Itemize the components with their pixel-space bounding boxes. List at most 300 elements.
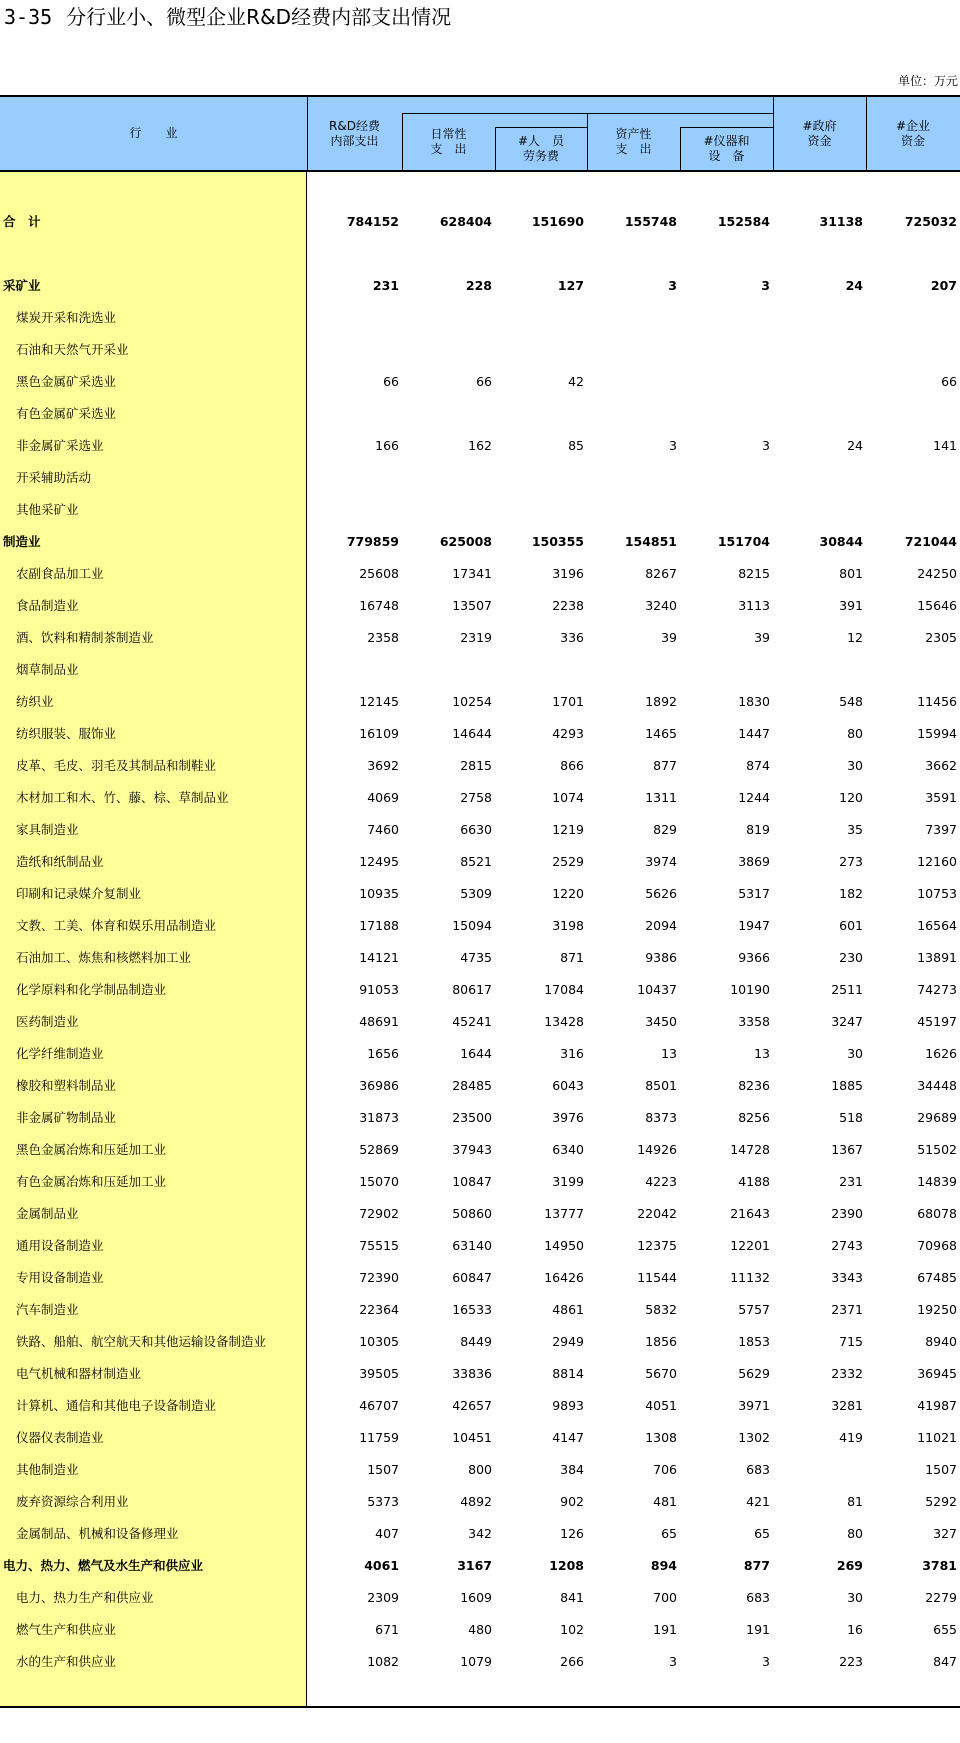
value-cell: 1244 [738,790,770,805]
value-cell: 16564 [917,918,957,933]
value-cell: 36945 [917,1366,957,1381]
table-row [0,590,960,622]
value-cell: 11456 [917,694,957,709]
value-cell: 48691 [359,1014,399,1029]
value-cell: 8501 [645,1078,677,1093]
value-cell: 273 [839,854,863,869]
value-cell: 5832 [645,1302,677,1317]
value-cell [680,398,770,430]
industry-name: 合 计 [3,214,41,229]
value-cell: 8940 [925,1334,957,1349]
industry-name: 烟草制品业 [16,662,79,677]
value-cell: 4892 [460,1494,492,1509]
value-cell: 13428 [544,1014,584,1029]
value-cell: 2743 [831,1238,863,1253]
value-cell: 866 [560,758,584,773]
value-cell: 39505 [359,1366,399,1381]
value-cell: 2305 [925,630,957,645]
value-cell: 13891 [917,950,957,965]
header-divider [307,97,308,170]
table-row [0,430,960,462]
value-cell: 1447 [738,726,770,741]
value-cell [402,494,492,526]
value-cell: 85 [568,438,584,453]
value-cell: 30 [847,758,863,773]
table-row [0,270,960,302]
value-cell [773,398,863,430]
value-cell: 31873 [359,1110,399,1125]
value-cell: 1465 [645,726,677,741]
table-row [0,622,960,654]
industry-name: 开采辅助活动 [16,470,92,485]
value-cell: 51502 [917,1142,957,1157]
value-cell: 42 [568,374,584,389]
industry-name: 水的生产和供应业 [16,1654,117,1669]
value-cell: 3662 [925,758,957,773]
value-cell: 3591 [925,790,957,805]
value-cell: 5670 [645,1366,677,1381]
value-cell [773,1454,863,1486]
value-cell: 1609 [460,1590,492,1605]
value-cell [867,398,957,430]
value-cell: 72902 [359,1206,399,1221]
value-cell: 41987 [917,1398,957,1413]
value-cell: 16 [847,1622,863,1637]
value-cell: 3281 [831,1398,863,1413]
value-cell: 683 [746,1590,770,1605]
value-cell: 13 [754,1046,770,1061]
value-cell: 671 [375,1622,399,1637]
value-cell: 2094 [645,918,677,933]
value-cell [494,462,584,494]
value-cell: 2309 [367,1590,399,1605]
value-cell: 841 [560,1590,584,1605]
industry-name: 煤炭开采和洗选业 [16,310,117,325]
value-cell: 37943 [452,1142,492,1157]
value-cell: 14728 [730,1142,770,1157]
value-cell: 28485 [452,1078,492,1093]
value-cell: 13 [661,1046,677,1061]
value-cell: 1885 [831,1078,863,1093]
value-cell: 601 [839,918,863,933]
value-cell: 871 [560,950,584,965]
industry-name: 专用设备制造业 [16,1270,104,1285]
value-cell: 3692 [367,758,399,773]
value-cell: 1082 [367,1654,399,1669]
value-cell [587,654,677,686]
value-cell: 625008 [439,534,492,549]
table-row [0,1070,960,1102]
value-cell: 8256 [738,1110,770,1125]
value-cell: 1947 [738,918,770,933]
value-cell: 5309 [460,886,492,901]
value-cell: 5292 [925,1494,957,1509]
value-cell: 819 [746,822,770,837]
value-cell: 481 [653,1494,677,1509]
industry-name: 黑色金属冶炼和压延加工业 [16,1142,167,1157]
value-cell: 1656 [367,1046,399,1061]
industry-name: 其他制造业 [16,1462,79,1477]
value-cell: 151704 [717,534,770,549]
value-cell: 1892 [645,694,677,709]
value-cell: 42657 [452,1398,492,1413]
industry-name: 石油和天然气开采业 [16,342,129,357]
value-cell: 3976 [552,1110,584,1125]
value-cell: 12160 [917,854,957,869]
header-divider [866,97,867,170]
value-cell: 30 [847,1590,863,1605]
industry-name: 农副食品加工业 [16,566,104,581]
value-cell: 3 [669,1654,677,1669]
value-cell [587,494,677,526]
table-row [0,1102,960,1134]
value-cell [494,334,584,366]
value-cell: 14926 [637,1142,677,1157]
value-cell: 1701 [552,694,584,709]
value-cell: 191 [746,1622,770,1637]
value-cell [867,462,957,494]
value-cell [494,654,584,686]
header-daily: 日常性 支 出 [430,126,467,156]
table-row [0,1518,960,1550]
value-cell: 421 [746,1494,770,1509]
value-cell: 231 [372,278,399,293]
value-cell: 155748 [624,214,677,229]
value-cell: 1079 [460,1654,492,1669]
value-cell: 80617 [452,982,492,997]
value-cell: 31138 [819,214,863,229]
industry-name: 印刷和记录媒介复制业 [16,886,142,901]
value-cell: 14839 [917,1174,957,1189]
value-cell: 4188 [738,1174,770,1189]
industry-name: 汽车制造业 [16,1302,79,1317]
value-cell: 11021 [917,1430,957,1445]
header-divider [402,113,403,170]
value-cell [773,334,863,366]
value-cell: 4861 [552,1302,584,1317]
value-cell: 1219 [552,822,584,837]
value-cell: 17188 [359,918,399,933]
table-row [0,1006,960,1038]
header-divider [495,127,587,128]
value-cell: 24 [847,438,863,453]
industry-name: 电力、热力、燃气及水生产和供应业 [3,1558,204,1573]
table-row [0,366,960,398]
value-cell: 683 [746,1462,770,1477]
value-cell [773,462,863,494]
value-cell: 50860 [452,1206,492,1221]
value-cell: 15646 [917,598,957,613]
value-cell: 706 [653,1462,677,1477]
value-cell: 11544 [637,1270,677,1285]
value-cell: 13507 [452,598,492,613]
value-cell: 127 [557,278,584,293]
value-cell: 1626 [925,1046,957,1061]
header-divider [402,113,773,114]
value-cell: 65 [754,1526,770,1541]
value-cell: 3450 [645,1014,677,1029]
value-cell: 72390 [359,1270,399,1285]
table-row [0,718,960,750]
industry-name: 家具制造业 [16,822,79,837]
value-cell: 17341 [452,566,492,581]
value-cell: 518 [839,1110,863,1125]
value-cell [402,334,492,366]
industry-name: 制造业 [3,534,41,549]
table-row [0,654,960,686]
value-cell [309,462,399,494]
value-cell: 11132 [730,1270,770,1285]
value-cell [867,654,957,686]
industry-name: 其他采矿业 [16,502,79,517]
table-row [0,558,960,590]
value-cell [773,494,863,526]
value-cell: 4061 [364,1558,399,1573]
value-cell: 3167 [457,1558,492,1573]
value-cell: 407 [375,1526,399,1541]
value-cell [309,334,399,366]
value-cell: 2238 [552,598,584,613]
value-cell: 141 [933,438,957,453]
header-divider [495,127,496,170]
value-cell: 342 [468,1526,492,1541]
value-cell: 150355 [531,534,584,549]
value-cell: 3 [669,438,677,453]
industry-name: 食品制造业 [16,598,79,613]
table-row [0,878,960,910]
value-cell: 9893 [552,1398,584,1413]
value-cell: 3240 [645,598,677,613]
value-cell: 655 [933,1622,957,1637]
value-cell [587,334,677,366]
value-cell: 3343 [831,1270,863,1285]
industry-name: 纺织业 [16,694,54,709]
value-cell: 102 [560,1622,584,1637]
header-equipment: #仪器和 设 备 [703,133,750,163]
value-cell: 894 [650,1558,677,1573]
table-row [0,1262,960,1294]
value-cell [773,302,863,334]
value-cell: 1311 [645,790,677,805]
table-row [0,494,960,526]
value-cell: 33836 [452,1366,492,1381]
value-cell [867,334,957,366]
value-cell: 66 [941,374,957,389]
value-cell: 15994 [917,726,957,741]
value-cell: 10847 [452,1174,492,1189]
value-cell: 16426 [544,1270,584,1285]
value-cell: 4069 [367,790,399,805]
value-cell: 13777 [544,1206,584,1221]
industry-name: 医药制造业 [16,1014,79,1029]
industry-name: 电力、热力生产和供应业 [16,1590,154,1605]
value-cell: 15070 [359,1174,399,1189]
value-cell: 3 [668,278,677,293]
value-cell [402,302,492,334]
value-cell: 3199 [552,1174,584,1189]
industry-name: 酒、饮料和精制茶制造业 [16,630,154,645]
value-cell: 3198 [552,918,584,933]
industry-name: 通用设备制造业 [16,1238,104,1253]
industry-name: 造纸和纸制品业 [16,854,104,869]
value-cell: 3781 [922,1558,957,1573]
value-cell: 9386 [645,950,677,965]
industry-name: 电气机械和器材制造业 [16,1366,142,1381]
table-row [0,686,960,718]
value-cell: 1367 [831,1142,863,1157]
industry-name: 燃气生产和供应业 [16,1622,117,1637]
value-cell [867,494,957,526]
table-row [0,1294,960,1326]
header-ent-funds: #企业 资金 [895,118,931,148]
table-row [0,1038,960,1070]
industry-name: 非金属矿采选业 [16,438,104,453]
value-cell: 2358 [367,630,399,645]
value-cell [680,366,770,398]
value-cell: 7397 [925,822,957,837]
value-cell: 6630 [460,822,492,837]
value-cell: 800 [468,1462,492,1477]
value-cell: 14644 [452,726,492,741]
industry-name: 化学纤维制造业 [16,1046,104,1061]
table-row [0,814,960,846]
value-cell: 39 [754,630,770,645]
header-asset: 资产性 支 出 [615,126,652,156]
value-cell: 1308 [645,1430,677,1445]
value-cell [680,462,770,494]
table-row [0,302,960,334]
industry-name: 石油加工、炼焦和核燃料加工业 [16,950,192,965]
value-cell: 30 [847,1046,863,1061]
value-cell: 60847 [452,1270,492,1285]
value-cell: 4147 [552,1430,584,1445]
table-row [0,1166,960,1198]
value-cell: 847 [933,1654,957,1669]
value-cell: 228 [465,278,492,293]
value-cell: 8373 [645,1110,677,1125]
table-header [0,97,960,172]
value-cell: 12201 [730,1238,770,1253]
bottom-rule [0,1706,960,1708]
table-row [0,526,960,558]
value-cell: 81 [847,1494,863,1509]
value-cell: 2815 [460,758,492,773]
value-cell: 14950 [544,1238,584,1253]
value-cell: 8267 [645,566,677,581]
value-cell: 35 [847,822,863,837]
value-cell: 16748 [359,598,399,613]
value-cell: 39 [661,630,677,645]
value-cell: 2279 [925,1590,957,1605]
value-cell: 829 [653,822,677,837]
value-cell: 12375 [637,1238,677,1253]
value-cell: 336 [560,630,584,645]
table-row [0,398,960,430]
table-row [0,1422,960,1454]
value-cell: 2949 [552,1334,584,1349]
table-row [0,1646,960,1678]
value-cell: 384 [560,1462,584,1477]
industry-name: 纺织服装、服饰业 [16,726,117,741]
value-cell: 1208 [549,1558,584,1573]
industry-name: 文教、工美、体育和娱乐用品制造业 [16,918,217,933]
value-cell [587,462,677,494]
table-row [0,942,960,974]
value-cell: 877 [653,758,677,773]
value-cell: 902 [560,1494,584,1509]
value-cell: 1830 [738,694,770,709]
value-cell: 66 [383,374,399,389]
table-row [0,782,960,814]
value-cell: 23500 [452,1110,492,1125]
value-cell: 2390 [831,1206,863,1221]
value-cell: 10305 [359,1334,399,1349]
value-cell [773,654,863,686]
value-cell: 75515 [359,1238,399,1253]
value-cell: 10437 [637,982,677,997]
value-cell: 4735 [460,950,492,965]
value-cell: 230 [839,950,863,965]
value-cell [402,462,492,494]
value-cell: 12145 [359,694,399,709]
value-cell: 68078 [917,1206,957,1221]
value-cell: 316 [560,1046,584,1061]
value-cell: 2511 [831,982,863,997]
value-cell: 1507 [367,1462,399,1477]
value-cell: 269 [836,1558,863,1573]
value-cell: 266 [560,1654,584,1669]
value-cell: 1644 [460,1046,492,1061]
value-cell: 4293 [552,726,584,741]
value-cell: 80 [847,726,863,741]
industry-name: 皮革、毛皮、羽毛及其制品和制鞋业 [16,758,217,773]
value-cell: 30844 [819,534,863,549]
value-cell: 154851 [624,534,677,549]
table-row [0,1454,960,1486]
value-cell [587,398,677,430]
table-row [0,1198,960,1230]
table-row [0,462,960,494]
value-cell: 1856 [645,1334,677,1349]
value-cell: 10935 [359,886,399,901]
value-cell: 6043 [552,1078,584,1093]
header-gov-funds: #政府 资金 [802,118,837,148]
value-cell: 231 [839,1174,863,1189]
header-divider [587,113,588,170]
table-row [0,1390,960,1422]
value-cell [309,494,399,526]
value-cell: 548 [839,694,863,709]
value-cell: 1220 [552,886,584,901]
value-cell: 67485 [917,1270,957,1285]
value-cell: 480 [468,1622,492,1637]
value-cell: 63140 [452,1238,492,1253]
value-cell [587,302,677,334]
value-cell: 70968 [917,1238,957,1253]
value-cell: 80 [847,1526,863,1541]
value-cell [402,398,492,430]
value-cell: 1853 [738,1334,770,1349]
value-cell: 2529 [552,854,584,869]
industry-name: 金属制品、机械和设备修理业 [16,1526,179,1541]
table-row [0,910,960,942]
value-cell: 7460 [367,822,399,837]
industry-name: 废弃资源综合利用业 [16,1494,129,1509]
value-cell: 4051 [645,1398,677,1413]
value-cell [309,302,399,334]
value-cell: 3971 [738,1398,770,1413]
value-cell: 126 [560,1526,584,1541]
